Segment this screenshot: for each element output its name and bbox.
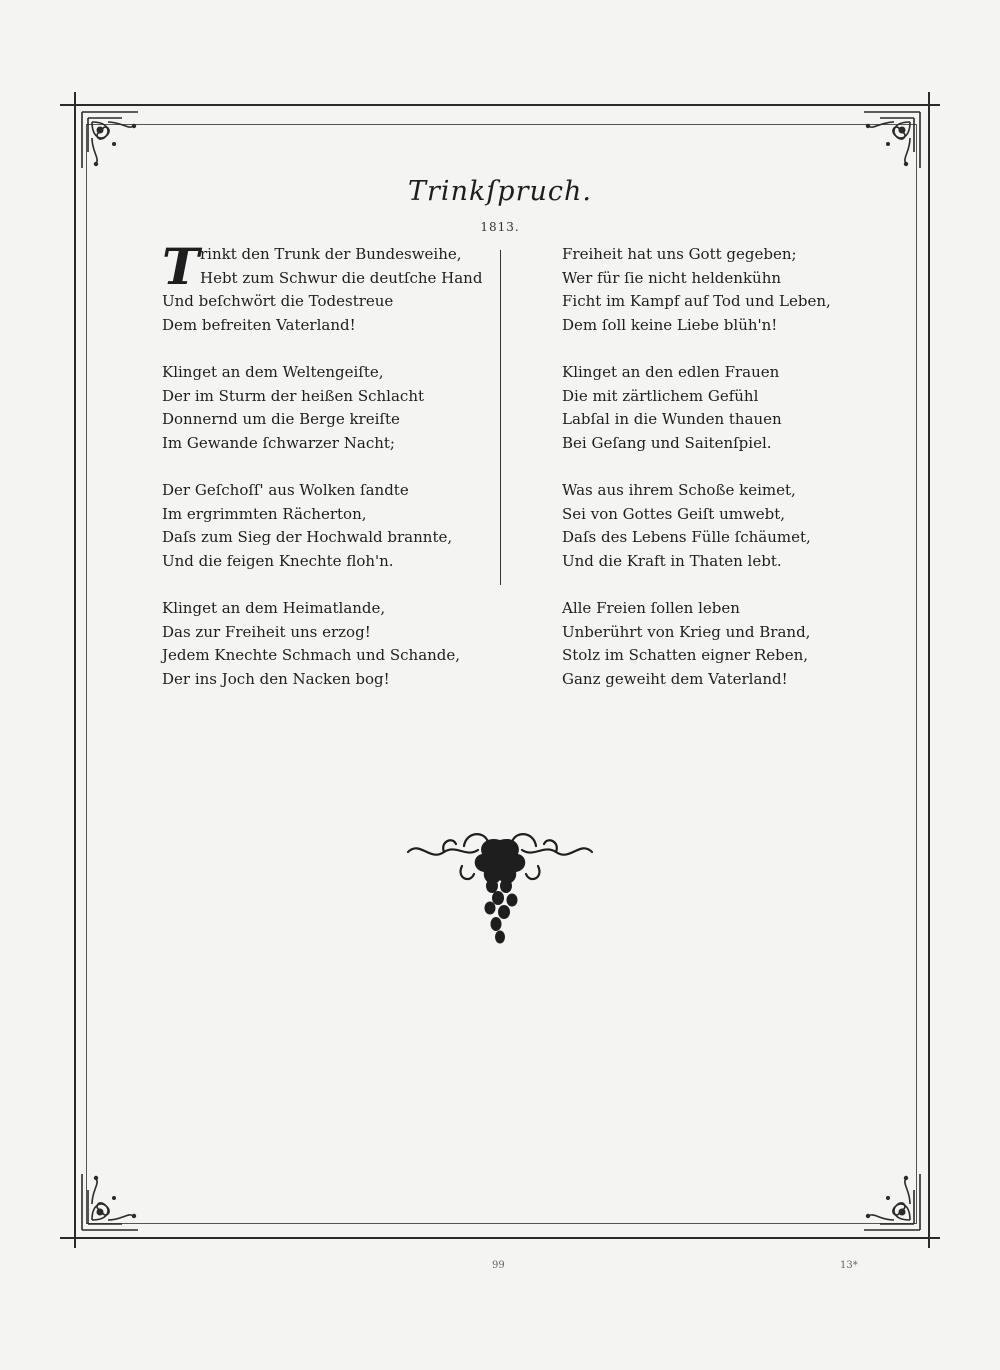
stanza: [162, 237, 483, 337]
column-divider: [500, 250, 501, 585]
verse-line: Daſs des Lebens Fülle ſchäumet,: [562, 528, 811, 547]
page-number: 99: [492, 1260, 505, 1271]
verse-line: Klinget an dem Weltengeiſte,: [162, 362, 384, 381]
stanza: [162, 597, 482, 691]
verse-line: Daſs zum Sieg der Hochwald brannte,: [162, 528, 453, 547]
verse-line: Dem ſoll keine Liebe blüh'n!: [562, 315, 778, 334]
verse-line: Freiheit hat uns Gott gegeben;: [562, 245, 797, 263]
frame-rule-top: [60, 104, 940, 106]
verse-line: Der Geſchoſſ' aus Wolken ſandte: [162, 480, 409, 499]
verse-line: Ganz geweiht dem Vaterland!: [562, 669, 788, 688]
stanza: [562, 597, 882, 691]
right-column: [562, 243, 882, 715]
frame-rule-left: [74, 92, 76, 1248]
verse-line: Und die Kraft in Thaten lebt.: [562, 551, 782, 570]
corner-ornament-icon: [78, 1160, 152, 1234]
poem-title: Trinkſpruch.: [408, 176, 592, 207]
signature-mark: 13*: [840, 1260, 858, 1271]
corner-ornament-icon: [78, 108, 152, 182]
verse-line: Hebt zum Schwur die deutſche Hand: [200, 268, 483, 287]
grape-vine-vignette-icon: [400, 822, 600, 952]
verse-line: Der ins Joch den Nacken bog!: [162, 669, 390, 688]
verse-line: Dem befreiten Vaterland!: [162, 315, 356, 334]
verse-line: Unberührt von Krieg und Brand,: [562, 622, 811, 641]
verse-line: Sei von Gottes Geiſt umwebt,: [562, 504, 786, 523]
verse-line: Was aus ihrem Schoße keimet,: [562, 480, 796, 499]
verse-line: Donnernd um die Berge kreiſte: [162, 410, 400, 429]
verse-line: Stolz im Schatten eigner Reben,: [562, 646, 809, 665]
verse-line: Und die feigen Knechte floh'n.: [162, 551, 394, 570]
stanza: [562, 243, 882, 337]
stanza: [562, 479, 882, 573]
stanza: [562, 361, 882, 455]
verse-line: Im ergrimmten Rächerton,: [162, 504, 367, 523]
verse-line: Bei Geſang und Saitenſpiel.: [562, 433, 772, 452]
drop-cap: T: [162, 237, 200, 296]
verse-line: Das zur Freiheit uns erzog!: [162, 622, 371, 641]
verse-line: Und beſchwört die Todestreue: [162, 292, 394, 311]
stanza: [162, 479, 482, 573]
verse-line: Alle Freien ſollen leben: [562, 598, 740, 617]
verse-line: Klinget an dem Heimatlande,: [162, 598, 386, 617]
verse-line: Labſal in die Wunden thauen: [562, 410, 782, 429]
stanza: [162, 361, 482, 455]
verse-line: Jedem Knechte Schmach und Schande,: [162, 646, 461, 665]
corner-ornament-icon: [850, 108, 924, 182]
frame-rule-right: [928, 92, 930, 1248]
corner-ornament-icon: [850, 1160, 924, 1234]
verse-line: Ficht im Kampf auf Tod und Leben,: [562, 292, 831, 311]
verse-line: Klinget an den edlen Frauen: [562, 362, 780, 381]
verse-line: rinkt den Trunk der Bundesweihe,: [200, 245, 462, 263]
frame-rule-bottom: [60, 1237, 940, 1239]
poem-year: 1813.: [480, 220, 520, 234]
verse-line: Im Gewande ſchwarzer Nacht;: [162, 433, 395, 452]
verse-line: Die mit zärtlichem Gefühl: [562, 386, 759, 405]
left-column: [162, 237, 483, 715]
verse-line: Wer für ſie nicht heldenkühn: [562, 268, 782, 287]
verse-line: Der im Sturm der heißen Schlacht: [162, 386, 425, 405]
